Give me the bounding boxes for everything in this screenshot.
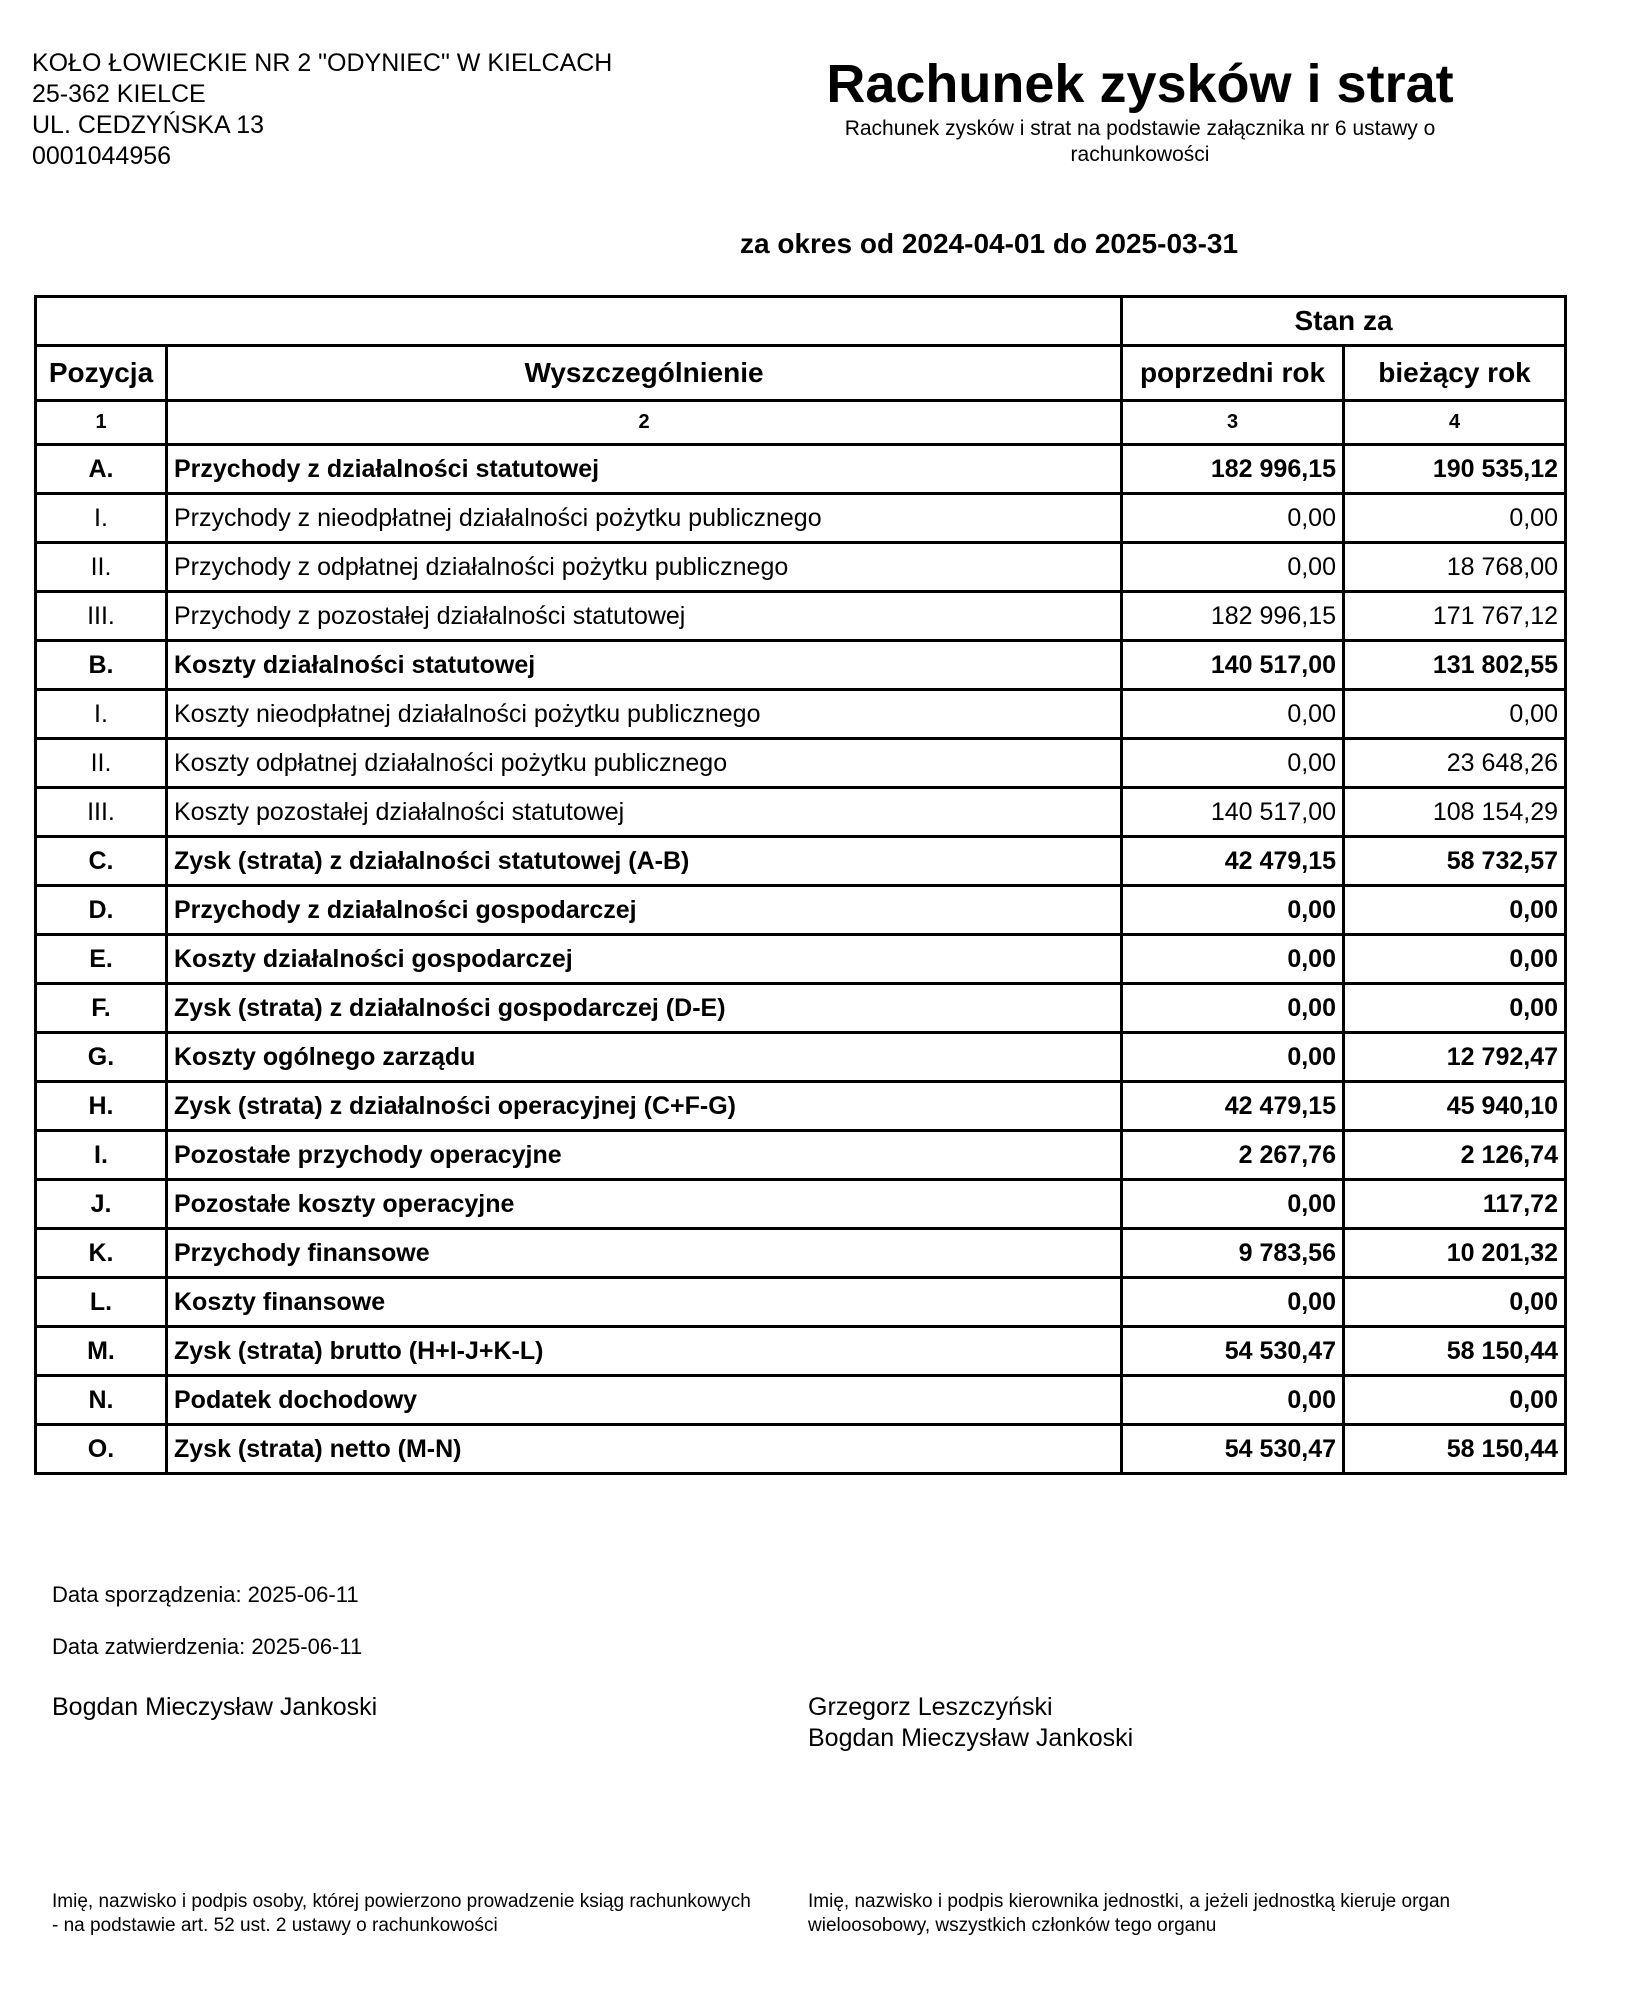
row-position: III.	[36, 788, 167, 837]
row-previous-year-value: 182 996,15	[1122, 592, 1344, 641]
row-position: II.	[36, 739, 167, 788]
column-number: 1	[36, 401, 167, 445]
row-position: A.	[36, 445, 167, 494]
row-position: N.	[36, 1376, 167, 1425]
row-current-year-value: 117,72	[1344, 1180, 1566, 1229]
table-row	[36, 984, 1566, 1033]
row-previous-year-value: 140 517,00	[1122, 788, 1344, 837]
row-position: G.	[36, 1033, 167, 1082]
row-label: Zysk (strata) netto (M-N)	[167, 1425, 1122, 1474]
row-position: K.	[36, 1229, 167, 1278]
table-row	[36, 1278, 1566, 1327]
row-current-year-value: 0,00	[1344, 494, 1566, 543]
row-label: Zysk (strata) z działalności gospodarczej (D-E)	[167, 984, 1122, 1033]
dates-block	[52, 1580, 362, 1684]
row-position: E.	[36, 935, 167, 984]
approved-date: Data zatwierdzenia: 2025-06-11	[52, 1634, 363, 1659]
row-current-year-value: 58 150,44	[1344, 1425, 1566, 1474]
row-current-year-value: 2 126,74	[1344, 1131, 1566, 1180]
reporting-period: za okres od 2024-04-01 do 2025-03-31	[740, 228, 1239, 259]
table-row	[36, 1327, 1566, 1376]
company-city: 25-362 KIELCE	[32, 80, 206, 108]
column-number: 4	[1344, 401, 1566, 445]
column-number-row	[36, 401, 1566, 445]
row-current-year-value: 0,00	[1344, 935, 1566, 984]
row-previous-year-value: 9 783,56	[1122, 1229, 1344, 1278]
table-row	[36, 494, 1566, 543]
row-position: C.	[36, 837, 167, 886]
col-header-wyszczegolnienie: Wyszczególnienie	[167, 346, 1122, 401]
row-label: Przychody z odpłatnej działalności pożytku publicznego	[167, 543, 1122, 592]
row-position: D.	[36, 886, 167, 935]
row-position: J.	[36, 1180, 167, 1229]
row-position: M.	[36, 1327, 167, 1376]
row-current-year-value: 12 792,47	[1344, 1033, 1566, 1082]
table-row	[36, 1229, 1566, 1278]
col-header-previous-year: poprzedni rok	[1122, 346, 1344, 401]
table-row	[36, 690, 1566, 739]
header-row-top	[36, 297, 1566, 346]
row-previous-year-value: 2 267,76	[1122, 1131, 1344, 1180]
header-blank-cell	[36, 297, 1122, 346]
row-current-year-value: 108 154,29	[1344, 788, 1566, 837]
row-previous-year-value: 0,00	[1122, 935, 1344, 984]
row-position: III.	[36, 592, 167, 641]
row-position: I.	[36, 690, 167, 739]
document-title: Rachunek zysków i strat	[826, 54, 1454, 114]
col-header-current-year: bieżący rok	[1344, 346, 1566, 401]
row-previous-year-value: 0,00	[1122, 494, 1344, 543]
row-label: Koszty działalności gospodarczej	[167, 935, 1122, 984]
signatory-name: Bogdan Mieczysław Jankoski	[52, 1693, 378, 1721]
row-current-year-value: 58 732,57	[1344, 837, 1566, 886]
income-statement-table	[34, 295, 1567, 1475]
row-previous-year-value: 0,00	[1122, 690, 1344, 739]
document-subtitle: Rachunek zysków i strat na podstawie załącznika nr 6 ustawy o rachunkowości	[844, 117, 1436, 166]
company-street: UL. CEDZYŃSKA 13	[32, 111, 265, 139]
row-previous-year-value: 54 530,47	[1122, 1327, 1344, 1376]
column-number: 3	[1122, 401, 1344, 445]
prepared-date: Data sporządzenia: 2025-06-11	[52, 1582, 359, 1607]
row-label: Podatek dochodowy	[167, 1376, 1122, 1425]
row-current-year-value: 190 535,12	[1344, 445, 1566, 494]
row-label: Koszty działalności statutowej	[167, 641, 1122, 690]
row-previous-year-value: 0,00	[1122, 1033, 1344, 1082]
company-info	[32, 48, 612, 172]
row-label: Koszty pozostałej działalności statutowej	[167, 788, 1122, 837]
row-position: I.	[36, 494, 167, 543]
table-row	[36, 935, 1566, 984]
row-label: Przychody z pozostałej działalności statutowej	[167, 592, 1122, 641]
table-row	[36, 1131, 1566, 1180]
right-signature-caption: Imię, nazwisko i podpis kierownika jednostki, a jeżeli jednostką kieruje organ wieloosobowy, wszystkich członków tego organu	[808, 1891, 1451, 1936]
table-row	[36, 641, 1566, 690]
table-row	[36, 1082, 1566, 1131]
col-header-pozycja: Pozycja	[36, 346, 167, 401]
row-current-year-value: 0,00	[1344, 1376, 1566, 1425]
row-label: Zysk (strata) z działalności operacyjnej (C+F-G)	[167, 1082, 1122, 1131]
row-current-year-value: 18 768,00	[1344, 543, 1566, 592]
title-block	[770, 52, 1510, 168]
row-previous-year-value: 0,00	[1122, 543, 1344, 592]
column-number: 2	[167, 401, 1122, 445]
row-current-year-value: 23 648,26	[1344, 739, 1566, 788]
signatory-name: Bogdan Mieczysław Jankoski	[808, 1724, 1134, 1752]
table-row	[36, 592, 1566, 641]
row-position: L.	[36, 1278, 167, 1327]
row-label: Zysk (strata) z działalności statutowej (A-B)	[167, 837, 1122, 886]
row-previous-year-value: 0,00	[1122, 1278, 1344, 1327]
row-current-year-value: 10 201,32	[1344, 1229, 1566, 1278]
table-row	[36, 739, 1566, 788]
row-previous-year-value: 0,00	[1122, 984, 1344, 1033]
row-current-year-value: 45 940,10	[1344, 1082, 1566, 1131]
row-label: Przychody z działalności gospodarczej	[167, 886, 1122, 935]
row-previous-year-value: 0,00	[1122, 1376, 1344, 1425]
right-signatories	[808, 1692, 1133, 1754]
row-current-year-value: 0,00	[1344, 690, 1566, 739]
row-label: Pozostałe koszty operacyjne	[167, 1180, 1122, 1229]
table-row	[36, 1033, 1566, 1082]
row-previous-year-value: 0,00	[1122, 1180, 1344, 1229]
row-previous-year-value: 140 517,00	[1122, 641, 1344, 690]
row-label: Koszty nieodpłatnej działalności pożytku publicznego	[167, 690, 1122, 739]
row-current-year-value: 58 150,44	[1344, 1327, 1566, 1376]
header-stan-za: Stan za	[1122, 297, 1566, 346]
row-previous-year-value: 42 479,15	[1122, 837, 1344, 886]
row-position: II.	[36, 543, 167, 592]
header-row	[36, 346, 1566, 401]
row-previous-year-value: 54 530,47	[1122, 1425, 1344, 1474]
row-label: Zysk (strata) brutto (H+I-J+K-L)	[167, 1327, 1122, 1376]
left-signatories	[52, 1692, 377, 1723]
row-position: F.	[36, 984, 167, 1033]
table-row	[36, 837, 1566, 886]
table-row	[36, 886, 1566, 935]
table-row	[36, 1376, 1566, 1425]
row-label: Przychody z nieodpłatnej działalności pożytku publicznego	[167, 494, 1122, 543]
table-row	[36, 445, 1566, 494]
row-current-year-value: 171 767,12	[1344, 592, 1566, 641]
row-label: Pozostałe przychody operacyjne	[167, 1131, 1122, 1180]
left-signature-caption: Imię, nazwisko i podpis osoby, której powierzono prowadzenie ksiąg rachunkowych - na podstawie art. 52 ust. 2 ustawy o rachunkowości	[52, 1891, 751, 1936]
company-id: 0001044956	[32, 142, 172, 170]
row-label: Przychody z działalności statutowej	[167, 445, 1122, 494]
row-previous-year-value: 182 996,15	[1122, 445, 1344, 494]
row-current-year-value: 0,00	[1344, 1278, 1566, 1327]
row-label: Koszty odpłatnej działalności pożytku publicznego	[167, 739, 1122, 788]
table-row	[36, 1425, 1566, 1474]
signatory-name: Grzegorz Leszczyński	[808, 1693, 1053, 1721]
table-row	[36, 1180, 1566, 1229]
row-previous-year-value: 0,00	[1122, 739, 1344, 788]
row-label: Koszty finansowe	[167, 1278, 1122, 1327]
row-position: B.	[36, 641, 167, 690]
row-position: O.	[36, 1425, 167, 1474]
row-previous-year-value: 0,00	[1122, 886, 1344, 935]
row-current-year-value: 0,00	[1344, 984, 1566, 1033]
row-position: I.	[36, 1131, 167, 1180]
row-label: Koszty ogólnego zarządu	[167, 1033, 1122, 1082]
row-current-year-value: 0,00	[1344, 886, 1566, 935]
table-row	[36, 543, 1566, 592]
row-label: Przychody finansowe	[167, 1229, 1122, 1278]
company-name: KOŁO ŁOWIECKIE NR 2 "ODYNIEC" W KIELCACH	[32, 49, 613, 77]
table-row	[36, 788, 1566, 837]
row-position: H.	[36, 1082, 167, 1131]
row-current-year-value: 131 802,55	[1344, 641, 1566, 690]
row-previous-year-value: 42 479,15	[1122, 1082, 1344, 1131]
